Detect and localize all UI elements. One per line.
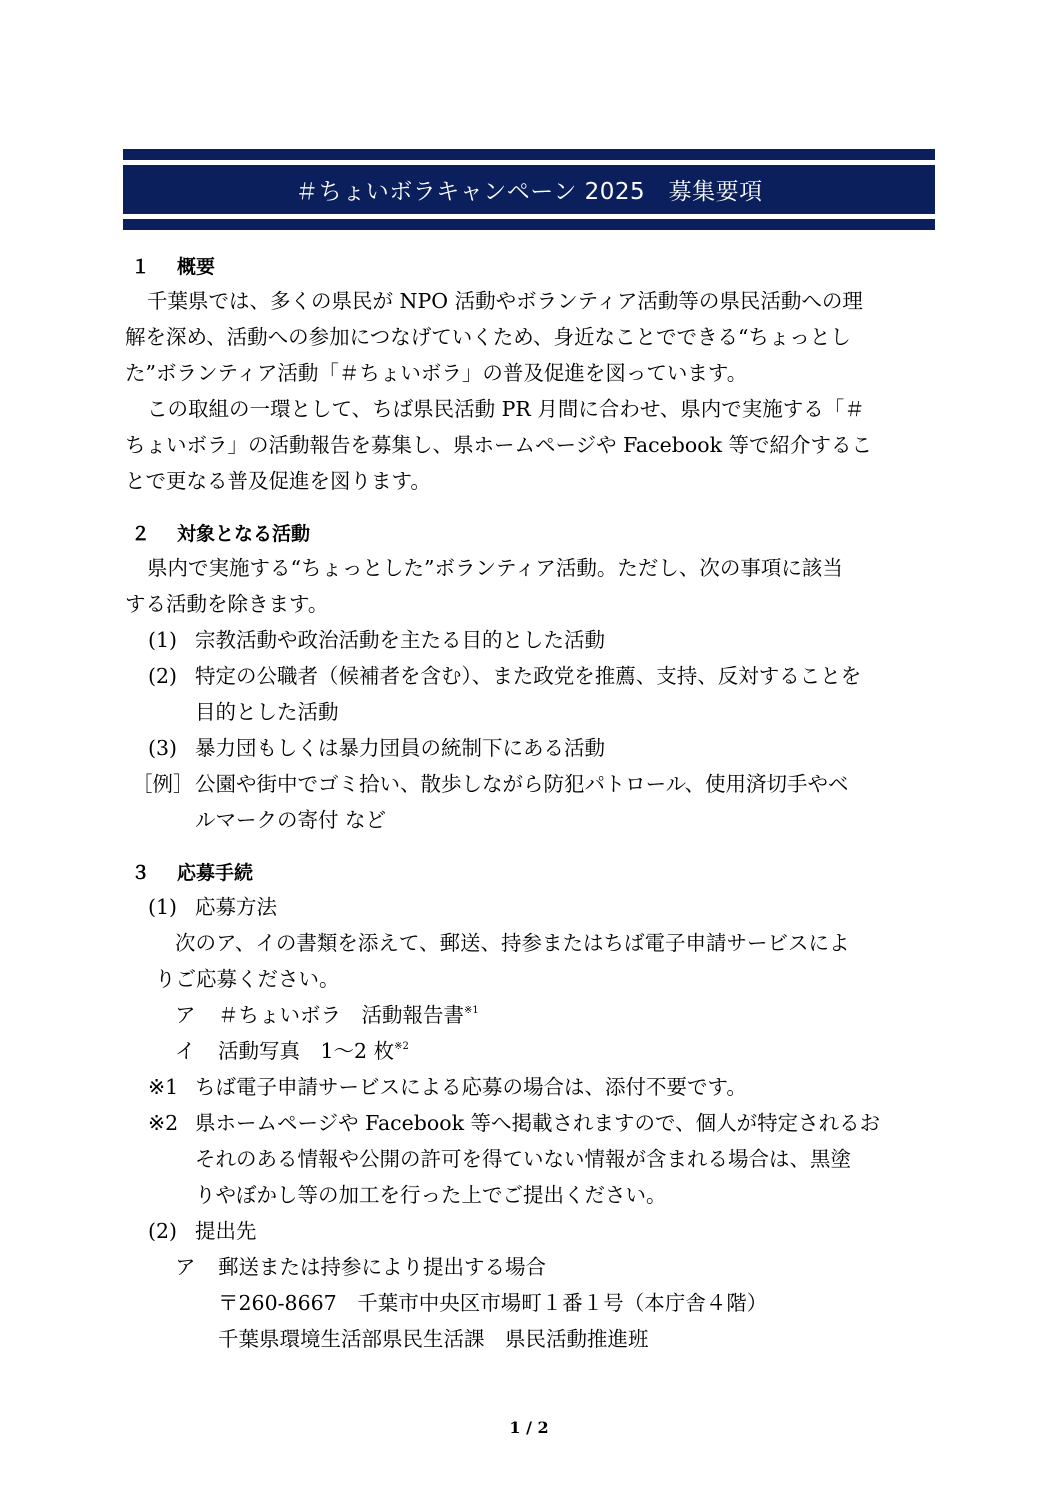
example-label: ［例］	[132, 772, 194, 796]
document-item-label: ア	[175, 1003, 196, 1027]
footnote-ref: ※2	[394, 1041, 409, 1052]
exclusion-item-label: (2)	[148, 664, 178, 688]
example-text: ルマークの寄付 など	[195, 808, 387, 832]
document-item-label: イ	[175, 1039, 196, 1063]
note-label: ※1	[148, 1075, 179, 1099]
postal-address: 〒260-8667 千葉市中央区市場町１番１号（本庁舎４階）	[218, 1291, 768, 1315]
document-item: ＃ちょいボラ 活動報告書$^{※1}$	[218, 1003, 479, 1027]
section-2-paragraph-line: 県内で実施する“ちょっとした”ボランティア活動。ただし、次の事項に該当	[147, 556, 843, 580]
example-text: 公園や街中でゴミ拾い、散歩しながら防犯パトロール、使用済切手やベ	[195, 772, 849, 796]
document-item: 活動写真 1～2 枚$^{※2}$	[218, 1039, 409, 1063]
exclusion-item-label: (3)	[148, 736, 178, 760]
section-1-paragraph-line: 解を深め、活動への参加につなげていくため、身近なことでできる“ちょっとし	[125, 325, 851, 349]
note-text: ちば電子申請サービスによる応募の場合は、添付不要です。	[195, 1075, 747, 1099]
title-banner	[123, 165, 935, 214]
exclusion-item-text: 目的とした活動	[195, 700, 339, 724]
application-method-line: りご応募ください。	[155, 967, 340, 991]
subsection-label: (1)	[148, 895, 178, 919]
page-number: 1 / 2	[509, 1418, 549, 1437]
submission-item-text: 郵送または持参により提出する場合	[218, 1255, 546, 1279]
note-text: 県ホームページや Facebook 等へ掲載されますので、個人が特定されるお	[195, 1111, 881, 1135]
subsection-title: 応募方法	[195, 895, 277, 919]
exclusion-item-text: 宗教活動や政治活動を主たる目的とした活動	[195, 628, 605, 652]
section-1-paragraph-line: この取組の一環として、ちば県民活動 PR 月間に合わせ、県内で実施する「＃	[147, 397, 865, 421]
section-1-paragraph-line: ちょいボラ」の活動報告を募集し、県ホームページや Facebook 等で紹介するこ	[125, 433, 873, 457]
footnote-ref: ※1	[464, 1005, 479, 1016]
section-2-paragraph-line: する活動を除きます。	[125, 592, 329, 616]
section-1-paragraph-line: た”ボランティア活動「＃ちょいボラ」の普及促進を図っています。	[125, 361, 748, 385]
subsection-title: 提出先	[195, 1219, 257, 1243]
banner-rule-bottom	[123, 219, 935, 230]
subsection-label: (2)	[148, 1219, 178, 1243]
note-label: ※2	[148, 1111, 179, 1135]
note-text: りやぼかし等の加工を行った上でご提出ください。	[195, 1183, 667, 1207]
page-title: ＃ちょいボラキャンペーン 2025 募集要項	[295, 179, 763, 205]
banner-rule-top	[123, 149, 935, 160]
exclusion-item-text: 特定の公職者（候補者を含む）、また政党を推薦、支持、反対することを	[195, 664, 862, 688]
note-text: それのある情報や公開の許可を得ていない情報が含まれる場合は、黒塗	[195, 1147, 851, 1171]
application-method-line: 次のア、イの書類を添えて、郵送、持参またはちば電子申請サービスによ	[175, 931, 850, 955]
section-2-heading: ２ 対象となる活動	[131, 523, 311, 545]
section-3-heading: ３ 応募手続	[131, 862, 254, 884]
section-1-heading: １ 概要	[131, 256, 216, 278]
section-1-paragraph-line: 千葉県では、多くの県民が NPO 活動やボランティア活動等の県民活動への理	[147, 289, 863, 313]
section-1-paragraph-line: とで更なる普及促進を図ります。	[125, 469, 431, 493]
exclusion-item-text: 暴力団もしくは暴力団員の統制下にある活動	[195, 736, 605, 760]
submission-item-label: ア	[175, 1255, 196, 1279]
department-name: 千葉県環境生活部県民生活課 県民活動推進班	[218, 1327, 649, 1351]
exclusion-item-label: (1)	[148, 628, 178, 652]
